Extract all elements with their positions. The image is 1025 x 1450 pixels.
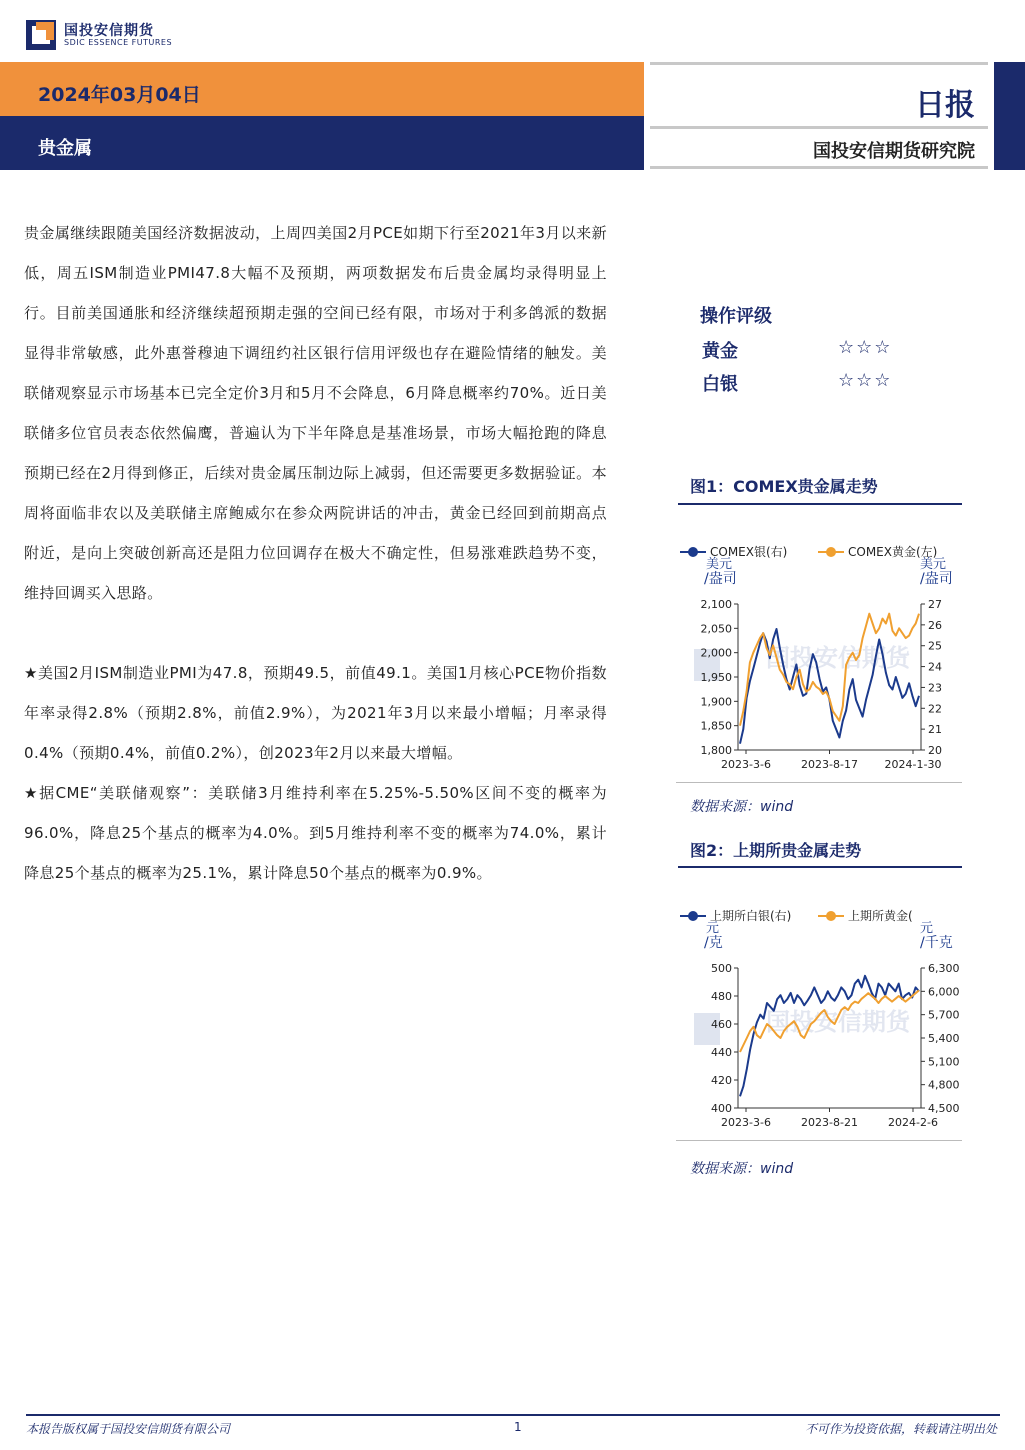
body-paragraph-pmi-pce: ★美国2月ISM制造业PMI为47.8，预期49.5，前值49.1。美国1月核心PCE物价指数年率录得2.8%（预期2.8%，前值2.9%），为2021年3月以来最小增幅；月率录得0.4%（预期0.4%，前值0.2%），创2023年2月以来最大增幅。: [24, 664, 607, 762]
right-unit-label: 元: [920, 921, 934, 936]
figure2-bottom-rule: [676, 1140, 962, 1141]
legend-marker: [688, 547, 698, 557]
watermark-text: 国投安信期货: [766, 644, 910, 672]
left-tick-label: 2,000: [700, 646, 732, 660]
body-paragraph-cme: ★据CME“美联储观察”：美联储3月维持利率在5.25%-5.50%区间不变的概率为96.0%，降息25个基点的概率为4.0%。到5月维持利率不变的概率为74.0%，累计降息25个基点的概率为25.1%，累计降息50个基点的概率为0.9%。: [24, 784, 607, 882]
right-tick-label: 22: [928, 702, 942, 716]
rating-title: 操作评级: [700, 306, 772, 327]
rating-label: 黄金: [702, 341, 738, 362]
report-date: 2024年03月04日: [38, 84, 201, 106]
figure1-source: 数据来源：wind: [690, 799, 794, 815]
header-rule-top: [650, 62, 988, 65]
legend-label-0: 上期所白银(右): [710, 909, 792, 923]
report-type: 日报: [915, 88, 975, 123]
header-edge-block: [994, 62, 1025, 170]
legend-label-0: COMEX银(右): [710, 545, 788, 559]
legend-marker: [826, 911, 836, 921]
x-tick-label: 2024-2-6: [888, 1116, 938, 1129]
left-unit-label: 美元: [706, 557, 733, 572]
right-unit-label: 美元: [920, 557, 947, 572]
company-logo-icon: [26, 20, 56, 50]
left-tick-label: 2,100: [700, 598, 732, 611]
logo-chinese-name: 国投安信期货: [64, 23, 154, 39]
header-rule-mid: [650, 126, 988, 129]
right-tick-label: 25: [928, 639, 942, 653]
left-tick-label: 460: [711, 1018, 732, 1031]
left-tick-label: 420: [711, 1074, 732, 1087]
right-tick-label: 20: [928, 744, 942, 757]
left-tick-label: 400: [711, 1102, 732, 1115]
right-tick-label: 5,700: [928, 1008, 960, 1022]
footer-rule: [26, 1414, 1000, 1416]
legend-label-1: COMEX黄金(左): [848, 545, 938, 559]
right-tick-label: 4,800: [928, 1078, 960, 1092]
legend-label-1: 上期所黄金(: [848, 909, 913, 923]
right-tick-label: 26: [928, 618, 942, 632]
x-tick-label: 2023-8-17: [801, 758, 858, 771]
logo-english-name: SDIC ESSENCE FUTURES: [64, 38, 173, 47]
rating-row-gold: [702, 337, 912, 363]
left-unit-label: 元: [706, 921, 720, 936]
x-tick-label: 2023-8-21: [801, 1116, 858, 1129]
left-unit-label: /克: [704, 935, 723, 951]
legend-marker: [826, 547, 836, 557]
page-number: 1: [514, 1420, 522, 1434]
watermark-text: 国投安信期货: [766, 1008, 910, 1036]
left-tick-label: 1,900: [700, 695, 732, 709]
institute-name: 国投安信期货研究院: [813, 141, 975, 162]
rating-label: 白银: [702, 374, 738, 395]
star-rating-icon: ☆☆☆: [838, 370, 893, 391]
header-rule-bottom: [650, 166, 988, 169]
left-unit-label: /盎司: [704, 571, 737, 587]
right-tick-label: 24: [928, 660, 942, 674]
left-tick-label: 440: [711, 1046, 732, 1059]
body-paragraph-summary: 贵金属继续跟随美国经济数据波动，上周四美国2月PCE如期下行至2021年3月以来新低，周五ISM制造业PMI47.8大幅不及预期，两项数据发布后贵金属均录得明显上行。目前美国通胀和经济继续超预期走强的空间已经有限，市场对于利多鸽派的数据显得非常敏感，此外惠誉穆迪下调纽约社区银行信用评级也存在避险情绪的触发。美联储观察显示市场基本已完全定价3月和5月不会降息，6月降息概率约70%。近日美联储多位官员表态依然偏鹰，普遍认为下半年降息是基准场景，市场大幅抢跑的降息预期已经在2月得到修正，后续对贵金属压制边际上减弱，但还需要更多数据验证。本周将面临非农以及美联储主席鲍威尔在参众两院讲话的冲击，黄金已经回到前期高点附近，是向上突破创新高还是阻力位回调存在极大不确定性，但易涨难跌趋势不变，维持回调买入思路。: [24, 224, 607, 602]
report-category: 贵金属: [38, 138, 92, 159]
right-tick-label: 27: [928, 598, 942, 611]
star-rating-icon: ☆☆☆: [838, 337, 893, 358]
x-tick-label: 2023-3-6: [721, 1116, 771, 1129]
category-banner: [0, 116, 644, 170]
x-tick-label: 2023-3-6: [721, 758, 771, 771]
right-tick-label: 5,100: [928, 1055, 960, 1069]
figure2-title-rule: [678, 866, 962, 868]
right-tick-label: 5,400: [928, 1032, 960, 1045]
left-tick-label: 500: [711, 962, 732, 975]
figure1-bottom-rule: [676, 782, 962, 783]
report-body: [24, 213, 607, 893]
right-tick-label: 6,300: [928, 962, 960, 975]
right-tick-label: 21: [928, 723, 942, 737]
right-tick-label: 4,500: [928, 1102, 960, 1115]
right-tick-label: 23: [928, 681, 942, 695]
x-tick-label: 2024-1-30: [884, 758, 942, 771]
left-tick-label: 1,950: [700, 671, 732, 684]
right-unit-label: /盎司: [920, 571, 953, 587]
left-tick-label: 480: [711, 990, 732, 1003]
figure1-title: 图1：COMEX贵金属走势: [690, 477, 878, 496]
footer-disclaimer: 不可作为投资依据，转载请注明出处: [804, 1422, 997, 1436]
left-tick-label: 1,800: [700, 744, 732, 757]
right-unit-label: /千克: [920, 935, 953, 951]
legend-marker: [688, 911, 698, 921]
series-line-0: [740, 976, 919, 1097]
comex-chart: [676, 534, 966, 782]
figure1-title-rule: [678, 503, 962, 505]
left-tick-label: 2,050: [700, 622, 732, 636]
right-tick-label: 6,000: [928, 985, 960, 999]
figure2-source: 数据来源：wind: [690, 1161, 794, 1177]
figure2-title: 图2：上期所贵金属走势: [690, 841, 862, 860]
shfe-chart: [676, 898, 966, 1140]
footer-copyright: 本报告版权属于国投安信期货有限公司: [26, 1422, 231, 1436]
rating-row-silver: [702, 370, 912, 396]
left-tick-label: 1,850: [700, 719, 732, 733]
